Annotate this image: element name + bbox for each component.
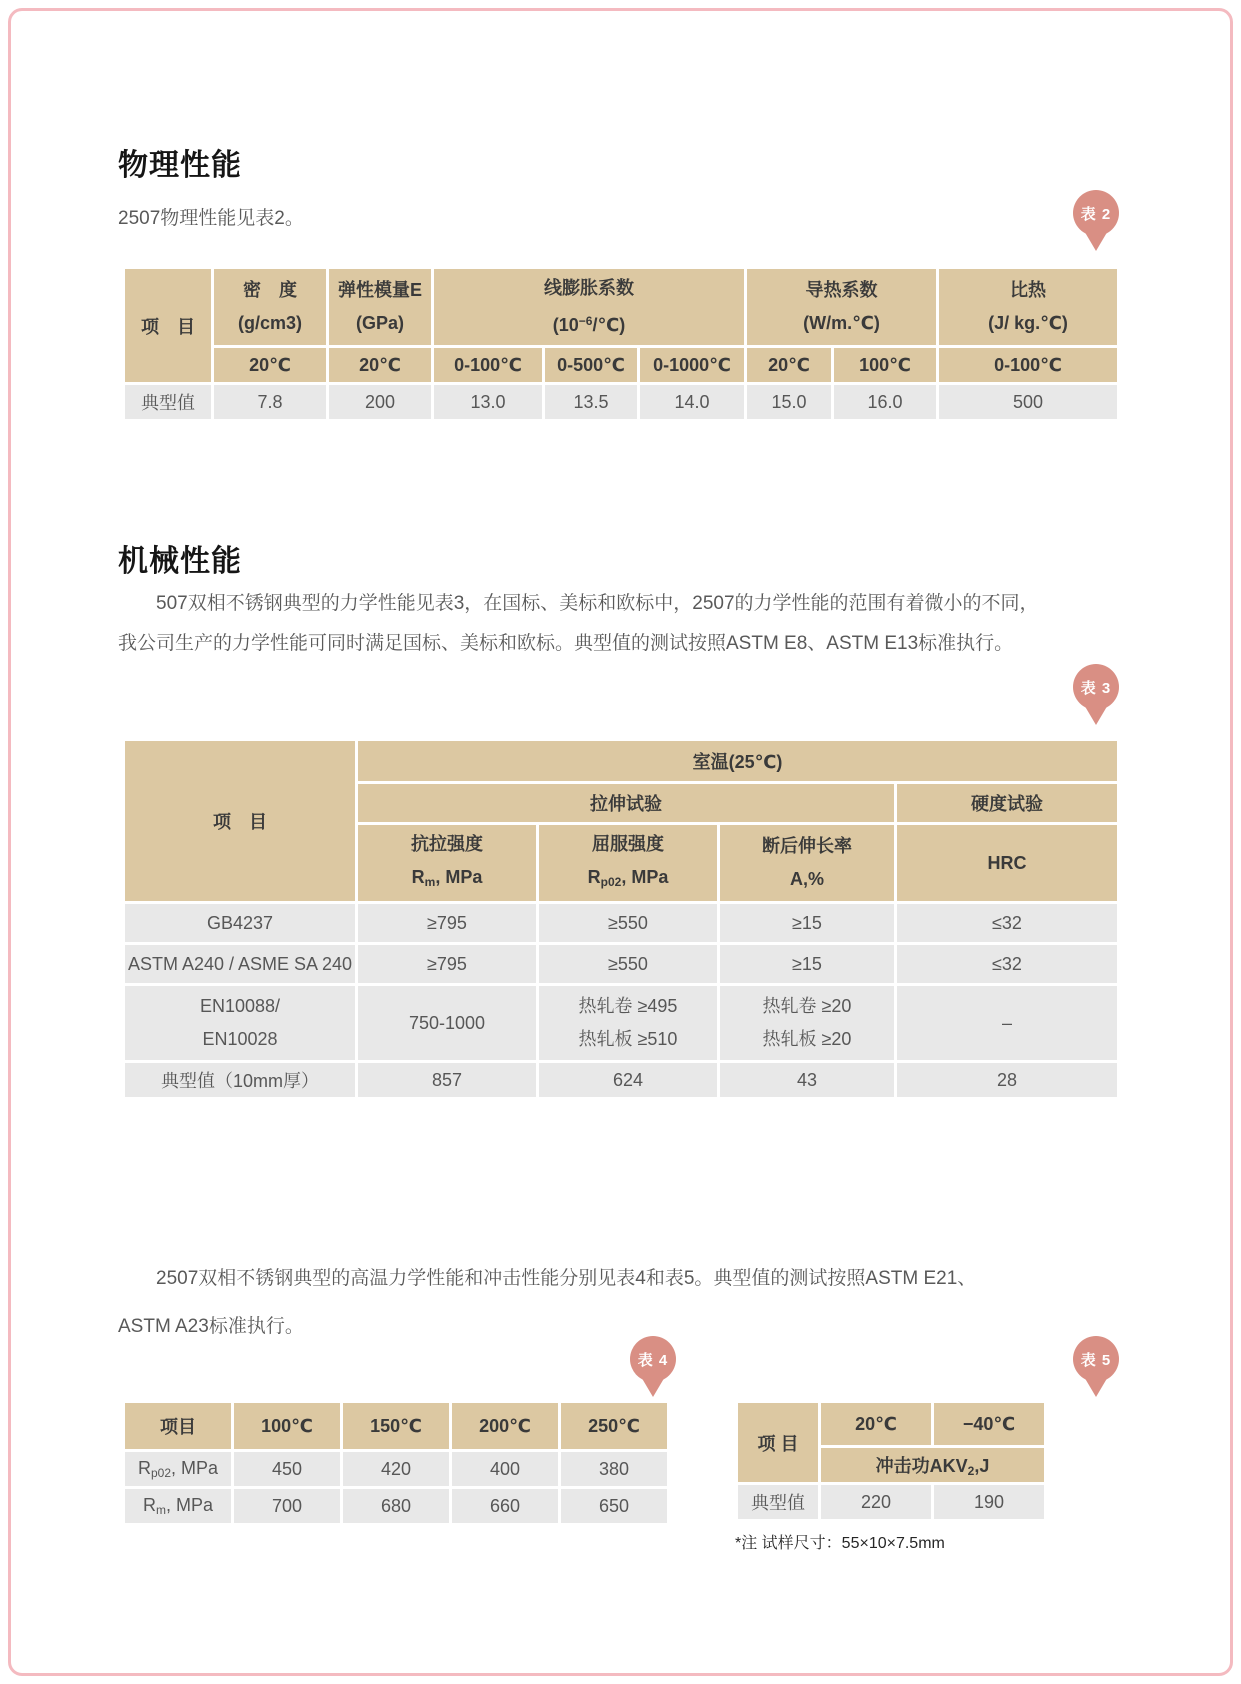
- t5-row-typical-label: 典型值: [738, 1485, 818, 1519]
- t2-header-conductivity-unit: (W/m.℃): [803, 313, 880, 333]
- t2-subheader-temp: 0-100℃: [434, 348, 542, 382]
- symbol-pre: R: [411, 866, 425, 887]
- t2-header-heat: [939, 269, 1117, 345]
- t3-yield-strength-symbol: [539, 861, 717, 899]
- t2-value-cell: 13.5: [545, 385, 637, 419]
- t2-subheader-temp: 20℃: [747, 348, 831, 382]
- t4-row-yield-label: [125, 1452, 231, 1486]
- symbol-pre: 冲击功AKV: [875, 1456, 968, 1476]
- t3-value-cell: ≥550: [539, 945, 717, 983]
- symbol-pre: R: [142, 1495, 156, 1515]
- t3-header-item: 项 目: [125, 741, 355, 901]
- t2-header-modulus-unit: (GPa): [355, 313, 404, 333]
- t3-row-en-label: [125, 986, 355, 1060]
- t5-header-temp: −40℃: [934, 1403, 1044, 1445]
- t4-value-cell: 450: [234, 1452, 340, 1486]
- t4-value-cell: 660: [452, 1489, 558, 1523]
- t2-subheader-temp: 20℃: [329, 348, 431, 382]
- symbol-post: ,J: [974, 1456, 990, 1476]
- t3-value-cell: ≤32: [897, 904, 1117, 942]
- t4-row-tensile-label: [125, 1489, 231, 1523]
- t4-value-cell: 420: [343, 1452, 449, 1486]
- t3-tensile-strength-symbol: [358, 861, 536, 899]
- t4-header-temp: 250℃: [561, 1403, 667, 1449]
- mechanical-paragraph-line: 507双相不锈钢典型的力学性能见表3，在国标、美标和欧标中，2507的力学性能的范围有着微小的不同，: [156, 593, 1039, 614]
- t2-header-item: 项 目: [125, 269, 211, 382]
- t2-header-density-name: 密 度: [243, 280, 297, 300]
- symbol-sub: m: [155, 1503, 166, 1517]
- t4-header-temp: 200℃: [452, 1403, 558, 1449]
- t2-value-cell: 500: [939, 385, 1117, 419]
- t5-header-item: 项 目: [738, 1403, 818, 1482]
- symbol-post: , MPa: [621, 866, 669, 887]
- t3-header-elongation: [720, 825, 894, 901]
- t3-value-cell: ≤32: [897, 945, 1117, 983]
- t2-value-cell: 13.0: [434, 385, 542, 419]
- t5-header-temp: 20℃: [821, 1403, 931, 1445]
- t2-header-conductivity-name: 导热系数: [805, 280, 878, 300]
- t2-value-cell: 200: [329, 385, 431, 419]
- table2-pin-label: 表 2: [1073, 190, 1119, 236]
- specimen-size-note: *注 试样尺寸：55×10×7.5mm: [735, 1535, 945, 1552]
- t3-row-gb-label: GB4237: [125, 904, 355, 942]
- t2-header-modulus-name: 弹性模量E: [337, 280, 422, 300]
- t3-value-cell: 28: [897, 1063, 1117, 1097]
- t5-value-cell: 220: [821, 1485, 931, 1519]
- t4-value-cell: 700: [234, 1489, 340, 1523]
- t2-expansion-unit-pre: (10: [552, 315, 579, 335]
- t3-value-cell: 624: [539, 1063, 717, 1097]
- t4-header-temp: 100℃: [234, 1403, 340, 1449]
- symbol-post: , MPa: [165, 1495, 213, 1515]
- hitemp-strength-table: [122, 1400, 670, 1526]
- t4-value-cell: 680: [343, 1489, 449, 1523]
- t3-tensile-strength-name: 抗拉强度: [411, 833, 483, 854]
- impact-toughness-table: [735, 1400, 1047, 1522]
- symbol-sub: p02: [600, 874, 622, 889]
- t2-row-label-typical: 典型值: [125, 385, 211, 419]
- t3-value-cell: ≥15: [720, 945, 894, 983]
- symbol-pre: R: [587, 866, 601, 887]
- t2-subheader-temp: 100℃: [834, 348, 936, 382]
- table4-pin-marker: [630, 1336, 676, 1400]
- t2-header-conductivity: [747, 269, 936, 345]
- symbol-pre: R: [137, 1458, 151, 1478]
- symbol-sub: m: [424, 874, 436, 889]
- t3-en-yield-line: 热轧卷 ≥495: [578, 996, 678, 1016]
- t3-header-tensile-strength: [358, 825, 536, 901]
- t3-value-cell: ≥795: [358, 904, 536, 942]
- t2-value-cell: 15.0: [747, 385, 831, 419]
- t2-subheader-temp: 20℃: [214, 348, 326, 382]
- t5-header-impact-energy: [821, 1448, 1044, 1482]
- mechanical-paragraph-line: 我公司生产的力学性能可同时满足国标、美标和欧标。典型值的测试按照ASTM E8、ASTM E13标准执行。: [118, 633, 1014, 654]
- physical-properties-table: [122, 266, 1120, 422]
- t2-subheader-temp: 0-500℃: [545, 348, 637, 382]
- table2-pin-marker: [1073, 190, 1119, 254]
- symbol-post: , MPa: [171, 1458, 219, 1478]
- t3-header-hardness-test: 硬度试验: [897, 784, 1117, 822]
- t3-value-cell: ≥795: [358, 945, 536, 983]
- t2-header-expansion: [434, 269, 744, 345]
- t3-row-astm-label: ASTM A240 / ASME SA 240: [125, 945, 355, 983]
- t4-value-cell: 400: [452, 1452, 558, 1486]
- t3-value-cell: 750-1000: [358, 986, 536, 1060]
- t3-en-elong-line: 热轧卷 ≥20: [762, 996, 852, 1016]
- t3-elongation-name: 断后伸长率: [762, 836, 852, 856]
- t3-value-cell: –: [897, 986, 1117, 1060]
- t3-elongation-symbol: A,%: [789, 869, 824, 889]
- t2-header-density-unit: (g/cm3): [237, 313, 302, 333]
- t3-value-cell: [720, 986, 894, 1060]
- t3-value-cell: 43: [720, 1063, 894, 1097]
- t3-en-elong-line: 热轧板 ≥20: [762, 1029, 852, 1049]
- t3-en-label-line: EN10028: [202, 1029, 278, 1049]
- t2-header-expansion-name: 线膨胀系数: [544, 278, 634, 298]
- symbol-sub: 2: [967, 1464, 975, 1478]
- t2-expansion-unit-post: /℃): [592, 315, 626, 335]
- t3-header-yield-strength: [539, 825, 717, 901]
- t4-header-temp: 150℃: [343, 1403, 449, 1449]
- mechanical-section-heading: 机械性能: [118, 545, 242, 578]
- table3-pin-marker: [1073, 664, 1119, 728]
- t2-header-modulus: [329, 269, 431, 345]
- t3-header-hrc: HRC: [897, 825, 1117, 901]
- table3-pin-label: 表 3: [1073, 664, 1119, 710]
- mechanical-properties-table: [122, 738, 1120, 1100]
- t3-value-cell: ≥550: [539, 904, 717, 942]
- table4-pin-label: 表 4: [630, 1336, 676, 1382]
- t2-subheader-temp: 0-1000℃: [640, 348, 744, 382]
- t3-value-cell: [539, 986, 717, 1060]
- t2-subheader-temp: 0-100℃: [939, 348, 1117, 382]
- t2-value-cell: 16.0: [834, 385, 936, 419]
- symbol-sub: p02: [150, 1466, 171, 1480]
- table5-pin-label: 表 5: [1073, 1336, 1119, 1382]
- table5-pin-marker: [1073, 1336, 1119, 1400]
- t2-header-expansion-unit: [434, 305, 744, 342]
- t4-header-item: 项目: [125, 1403, 231, 1449]
- t3-header-tensile-test: 拉伸试验: [358, 784, 894, 822]
- physical-section-heading: 物理性能: [118, 149, 242, 182]
- t4-value-cell: 380: [561, 1452, 667, 1486]
- t5-value-cell: 190: [934, 1485, 1044, 1519]
- symbol-post: , MPa: [435, 866, 483, 887]
- t4-value-cell: 650: [561, 1489, 667, 1523]
- t3-header-room-temp: 室温(25℃): [358, 741, 1117, 781]
- t2-value-cell: 14.0: [640, 385, 744, 419]
- mechanical-intro-paragraph: [118, 584, 1039, 664]
- hitemp-intro-paragraph: [118, 1255, 976, 1351]
- t3-en-yield-line: 热轧板 ≥510: [578, 1029, 678, 1049]
- t2-header-heat-unit: (J/ kg.℃): [988, 313, 1068, 333]
- physical-intro-text: 2507物理性能见表2。: [118, 208, 304, 229]
- t3-yield-strength-name: 屈服强度: [592, 833, 664, 854]
- t3-row-typical-label: 典型值（10mm厚）: [125, 1063, 355, 1097]
- t2-expansion-unit-sup: −6: [578, 314, 593, 328]
- t3-value-cell: 857: [358, 1063, 536, 1097]
- hitemp-paragraph-line: ASTM A23标准执行。: [118, 1316, 304, 1337]
- t2-header-heat-name: 比热: [1010, 280, 1046, 300]
- t2-header-density: [214, 269, 326, 345]
- t3-en-label-line: EN10088/: [199, 996, 281, 1016]
- t2-value-cell: 7.8: [214, 385, 326, 419]
- hitemp-paragraph-line: 2507双相不锈钢典型的高温力学性能和冲击性能分别见表4和表5。典型值的测试按照ASTM E21、: [156, 1268, 977, 1289]
- t3-value-cell: ≥15: [720, 904, 894, 942]
